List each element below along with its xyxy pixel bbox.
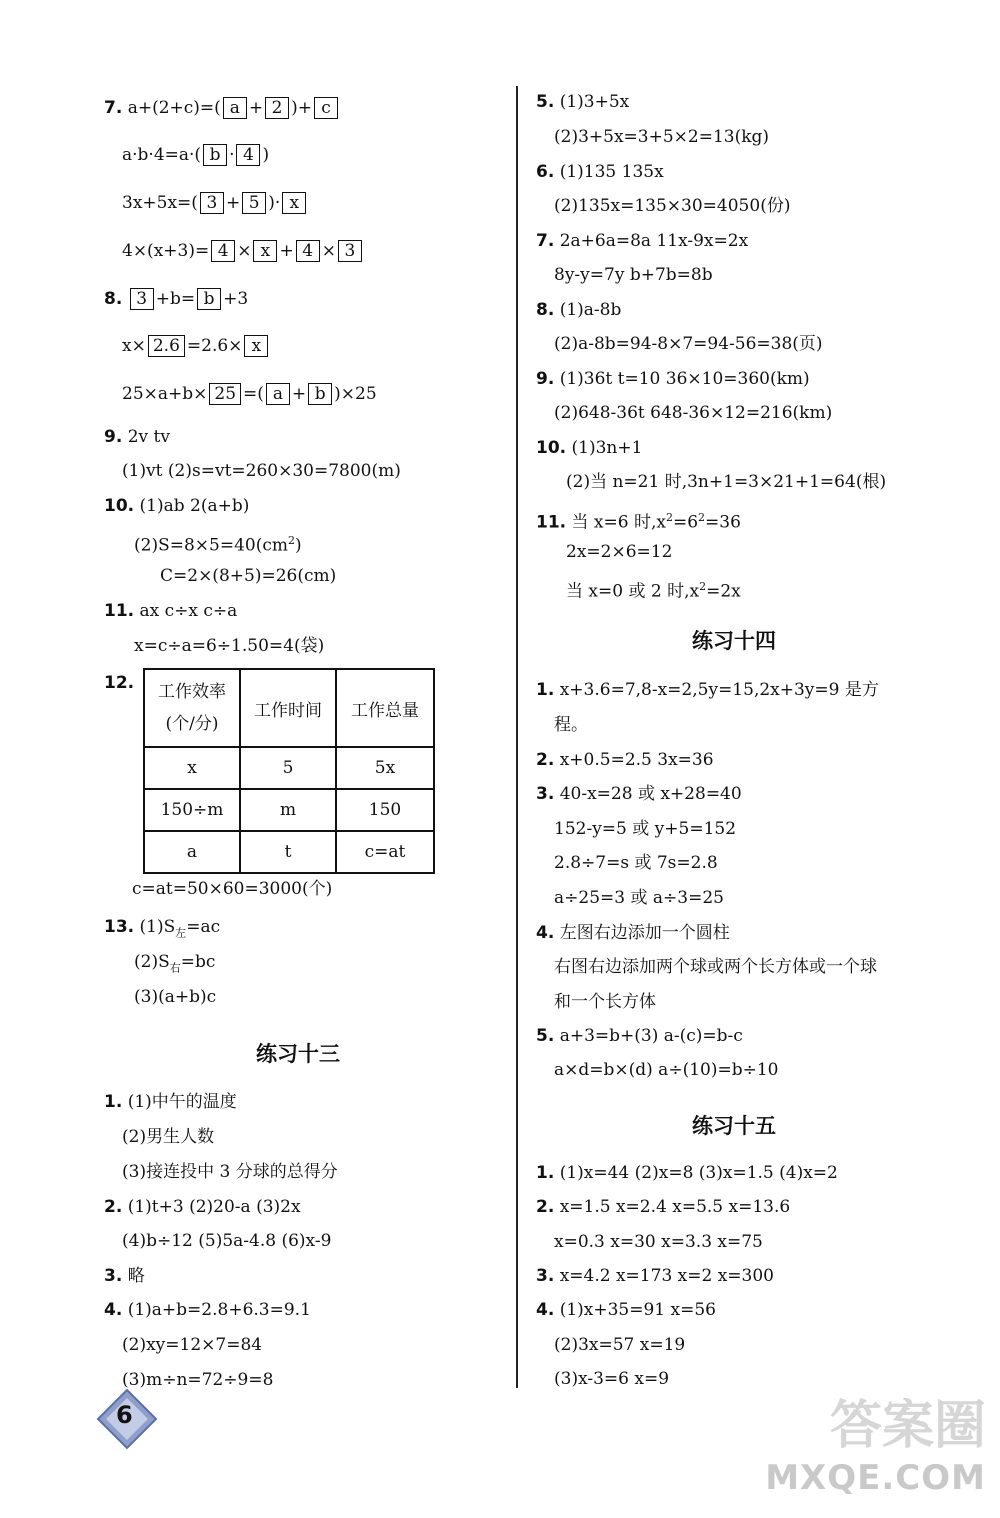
text: × — [237, 241, 252, 261]
text: =36 — [705, 512, 741, 533]
superscript: 2 — [288, 534, 295, 547]
answer-box: a — [266, 383, 290, 405]
header-cell: 工作总量 — [336, 669, 434, 747]
r-g2-line2: x=0.3 x=30 x=3.3 x=75 — [554, 1232, 763, 1252]
question-number: 13. — [104, 917, 135, 937]
text: ) — [295, 535, 302, 556]
question-number: 2. — [536, 1197, 555, 1217]
q13-line3: (3)(a+b)c — [134, 987, 217, 1007]
table-cell: c=at — [336, 831, 434, 873]
text: =2.6× — [186, 336, 243, 356]
text: + — [279, 241, 294, 261]
r-q6-line1 — [536, 161, 664, 183]
text: (2)S — [134, 952, 170, 972]
section-heading-14: 练习十四 — [692, 629, 776, 653]
q10-line1 — [104, 495, 249, 517]
text: + — [248, 98, 264, 118]
answer-box: 4 — [236, 144, 260, 166]
r-g4-line2: (2)3x=57 x=19 — [554, 1335, 686, 1355]
question-number: 10. — [536, 438, 567, 458]
text: x=1.5 x=2.4 x=5.5 x=13.6 — [559, 1197, 791, 1217]
r-f4-line1 — [536, 922, 730, 944]
e4-line2: (2)xy=12×7=84 — [122, 1335, 263, 1355]
text: a+3=b+(3) a-(c)=b-c — [559, 1026, 743, 1046]
text: 当 x=0 或 2 时,x — [566, 581, 700, 602]
r-q8-line2: (2)a-8b=94-8×7=94-56=38(页) — [554, 334, 823, 354]
text: x+0.5=2.5 3x=36 — [559, 750, 714, 770]
r-f5-line2: a×d=b×(d) a÷(10)=b÷10 — [554, 1060, 779, 1080]
text: 3x+5x=( — [122, 193, 198, 213]
text: (1)x=44 (2)x=8 (3)x=1.5 (4)x=2 — [559, 1163, 838, 1183]
answer-box: x — [244, 335, 268, 357]
text: · — [229, 145, 235, 165]
answer-box: 3 — [338, 240, 362, 262]
page-number: 6 — [116, 1401, 133, 1429]
q8-line3 — [122, 383, 377, 405]
q11-line1 — [104, 600, 237, 622]
subscript: 左 — [175, 926, 187, 940]
r-g3-line1 — [536, 1265, 774, 1287]
text: (1)a+b=2.8+6.3=9.1 — [127, 1300, 311, 1320]
r-g1-line1 — [536, 1162, 838, 1184]
r-q11-line2: 2x=2×6=12 — [566, 542, 673, 562]
q7-line3 — [122, 192, 308, 214]
watermark-logo: 答案圈 — [829, 1396, 986, 1456]
e3-line1 — [104, 1265, 145, 1287]
text: (1)中午的温度 — [127, 1092, 237, 1112]
r-g4-line3: (3)x-3=6 x=9 — [554, 1369, 670, 1389]
r-f3-line3: 2.8÷7=s 或 7s=2.8 — [554, 853, 718, 873]
e1-line3: (3)接连投中 3 分球的总得分 — [122, 1162, 338, 1182]
q12-table — [143, 668, 435, 874]
text: + — [225, 193, 241, 213]
question-number: 4. — [536, 923, 555, 943]
text: x+3.6=7,8-x=2,5y=15,2x+3y=9 是方 — [559, 680, 879, 700]
question-number: 6. — [536, 162, 555, 182]
r-f5-line1 — [536, 1025, 743, 1047]
answer-box: x — [253, 240, 277, 262]
q12-after: c=at=50×60=3000(个) — [132, 879, 333, 899]
text: )· — [268, 193, 281, 213]
text: (1)S — [139, 917, 176, 937]
r-q11-line3 — [566, 576, 741, 603]
e1-line2: (2)男生人数 — [122, 1127, 215, 1147]
text: × — [321, 241, 336, 261]
text: 左图右边添加一个圆柱 — [559, 923, 730, 943]
q8-line1 — [104, 288, 248, 310]
r-q9-line2: (2)648-36t 648-36×12=216(km) — [554, 403, 833, 423]
text: (1)ab 2(a+b) — [139, 496, 250, 516]
text: (1)a-8b — [559, 300, 622, 320]
table-cell: 5 — [240, 747, 336, 789]
r-f1-line1 — [536, 679, 879, 701]
header-cell: 工作效率 (个/分) — [144, 669, 240, 747]
question-number: 7. — [536, 231, 555, 251]
q7-line4 — [122, 240, 364, 262]
text: (1)t+3 (2)20-a (3)2x — [127, 1197, 301, 1217]
question-number: 9. — [104, 427, 123, 447]
r-q10-line1 — [536, 437, 642, 459]
q12-number — [104, 672, 134, 694]
question-number: 4. — [104, 1300, 123, 1320]
q9-line1 — [104, 426, 170, 448]
question-number: 9. — [536, 369, 555, 389]
answer-box: 25 — [209, 383, 241, 405]
answer-box: b — [308, 383, 332, 405]
text: x× — [122, 336, 146, 356]
r-g2-line1 — [536, 1196, 790, 1218]
answer-box: 2 — [265, 97, 289, 119]
answer-box: b — [203, 144, 227, 166]
question-number: 12. — [104, 673, 135, 693]
q7-line1 — [104, 97, 340, 119]
r-g4-line1 — [536, 1299, 716, 1321]
text: 2a+6a=8a 11x-9x=2x — [559, 231, 749, 251]
r-f4-line3: 和一个长方体 — [554, 992, 656, 1012]
question-number: 10. — [104, 496, 135, 516]
r-q10-line2: (2)当 n=21 时,3n+1=3×21+1=64(根) — [566, 472, 887, 492]
header-cell: 工作时间 — [240, 669, 336, 747]
r-q8-line1 — [536, 299, 621, 321]
table-cell: x — [144, 747, 240, 789]
table-cell: 150 — [336, 789, 434, 831]
question-number: 1. — [536, 680, 555, 700]
question-number: 4. — [536, 1300, 555, 1320]
r-q5-line2: (2)3+5x=3+5×2=13(kg) — [554, 127, 770, 147]
r-f3-line4: a÷25=3 或 a÷3=25 — [554, 888, 724, 908]
superscript: 2 — [665, 511, 673, 524]
superscript: 2 — [699, 580, 707, 593]
question-number: 8. — [104, 289, 123, 309]
subscript: 右 — [169, 961, 181, 975]
e1-line1 — [104, 1091, 237, 1113]
question-number: 2. — [104, 1197, 123, 1217]
text: =6 — [672, 512, 699, 533]
e2-line2: (4)b÷12 (5)5a-4.8 (6)x-9 — [122, 1231, 332, 1251]
q10-line3: C=2×(8+5)=26(cm) — [160, 566, 337, 586]
text: =ac — [186, 917, 221, 937]
e4-line1 — [104, 1299, 311, 1321]
answer-box: x — [282, 192, 306, 214]
answer-box: a — [223, 97, 247, 119]
text: =( — [243, 384, 264, 404]
table-cell: m — [240, 789, 336, 831]
q13-line1 — [104, 916, 220, 944]
text: 2v tv — [127, 427, 170, 447]
r-f4-line2: 右图右边添加两个球或两个长方体或一个球 — [554, 957, 877, 977]
question-number: 2. — [536, 750, 555, 770]
table-cell: t — [240, 831, 336, 873]
r-f3-line2: 152-y=5 或 y+5=152 — [554, 819, 737, 839]
text: (1)135 135x — [559, 162, 664, 182]
question-number: 3. — [536, 784, 555, 804]
text: (1)3+5x — [559, 92, 630, 112]
r-q9-line1 — [536, 368, 810, 390]
answer-box: 3 — [130, 288, 154, 310]
question-number: 8. — [536, 300, 555, 320]
text: 25×a+b× — [122, 384, 208, 404]
e2-line1 — [104, 1196, 301, 1218]
r-f2-line1 — [536, 749, 714, 771]
section-heading-15: 练习十五 — [692, 1114, 776, 1138]
r-f3-line1 — [536, 783, 742, 805]
text: ax c÷x c÷a — [139, 601, 238, 621]
q8-line2 — [122, 335, 270, 357]
text: + — [291, 384, 307, 404]
text: =bc — [180, 952, 216, 972]
table-row — [144, 789, 434, 831]
answer-box: 3 — [200, 192, 224, 214]
watermark-text: MXQE.COM — [765, 1458, 986, 1498]
table-row — [144, 831, 434, 873]
text: a+(2+c)=( — [127, 98, 221, 118]
q7-line2 — [122, 144, 269, 166]
table-cell: a — [144, 831, 240, 873]
answer-box: 4 — [296, 240, 320, 262]
text: )×25 — [334, 384, 377, 404]
text: +b= — [155, 289, 196, 309]
text: (1)3n+1 — [571, 438, 643, 458]
r-q5-line1 — [536, 91, 629, 113]
question-number: 11. — [104, 601, 135, 621]
question-number: 1. — [536, 1163, 555, 1183]
text: x=4.2 x=173 x=2 x=300 — [559, 1266, 774, 1286]
text: =2x — [706, 581, 741, 602]
r-q7-line1 — [536, 230, 748, 252]
text: (1)36t t=10 36×10=360(km) — [559, 369, 810, 389]
question-number: 5. — [536, 92, 555, 112]
r-q7-line2: 8y-y=7y b+7b=8b — [554, 265, 713, 285]
answer-box: 2.6 — [148, 335, 185, 357]
q11-line2: x=c÷a=6÷1.50=4(袋) — [134, 636, 325, 656]
column-divider — [516, 86, 518, 1388]
text: 4×(x+3)= — [122, 241, 210, 261]
q9-line2: (1)vt (2)s=vt=260×30=7800(m) — [122, 461, 401, 481]
table-cell: 5x — [336, 747, 434, 789]
text: )+ — [291, 98, 312, 118]
question-number: 5. — [536, 1026, 555, 1046]
question-number: 7. — [104, 98, 123, 118]
table-cell: 150÷m — [144, 789, 240, 831]
text: a·b·4=a·( — [122, 145, 202, 165]
r-q6-line2: (2)135x=135×30=4050(份) — [554, 196, 791, 216]
r-q11-line1 — [536, 507, 741, 534]
question-number: 3. — [104, 1266, 123, 1286]
text: +3 — [223, 289, 249, 309]
table-header-row — [144, 669, 434, 747]
section-heading-13: 练习十三 — [256, 1042, 340, 1066]
text: 40-x=28 或 x+28=40 — [559, 784, 742, 804]
e4-line3: (3)m÷n=72÷9=8 — [122, 1370, 274, 1390]
q10-line2 — [134, 530, 302, 557]
table-row — [144, 747, 434, 789]
question-number: 3. — [536, 1266, 555, 1286]
answer-box: b — [197, 288, 221, 310]
text: (2)S=8×5=40(cm — [134, 535, 288, 556]
answer-box: c — [314, 97, 338, 119]
question-number: 1. — [104, 1092, 123, 1112]
answer-box: 5 — [242, 192, 266, 214]
text: (1)x+35=91 x=56 — [559, 1300, 716, 1320]
r-f1-line2: 程。 — [554, 715, 588, 735]
superscript: 2 — [698, 511, 706, 524]
text: 当 x=6 时,x — [571, 512, 666, 533]
question-number: 11. — [536, 512, 567, 533]
q13-line2 — [134, 951, 215, 979]
answer-box: 4 — [211, 240, 235, 262]
text: ) — [262, 145, 270, 165]
text: 略 — [127, 1266, 145, 1286]
